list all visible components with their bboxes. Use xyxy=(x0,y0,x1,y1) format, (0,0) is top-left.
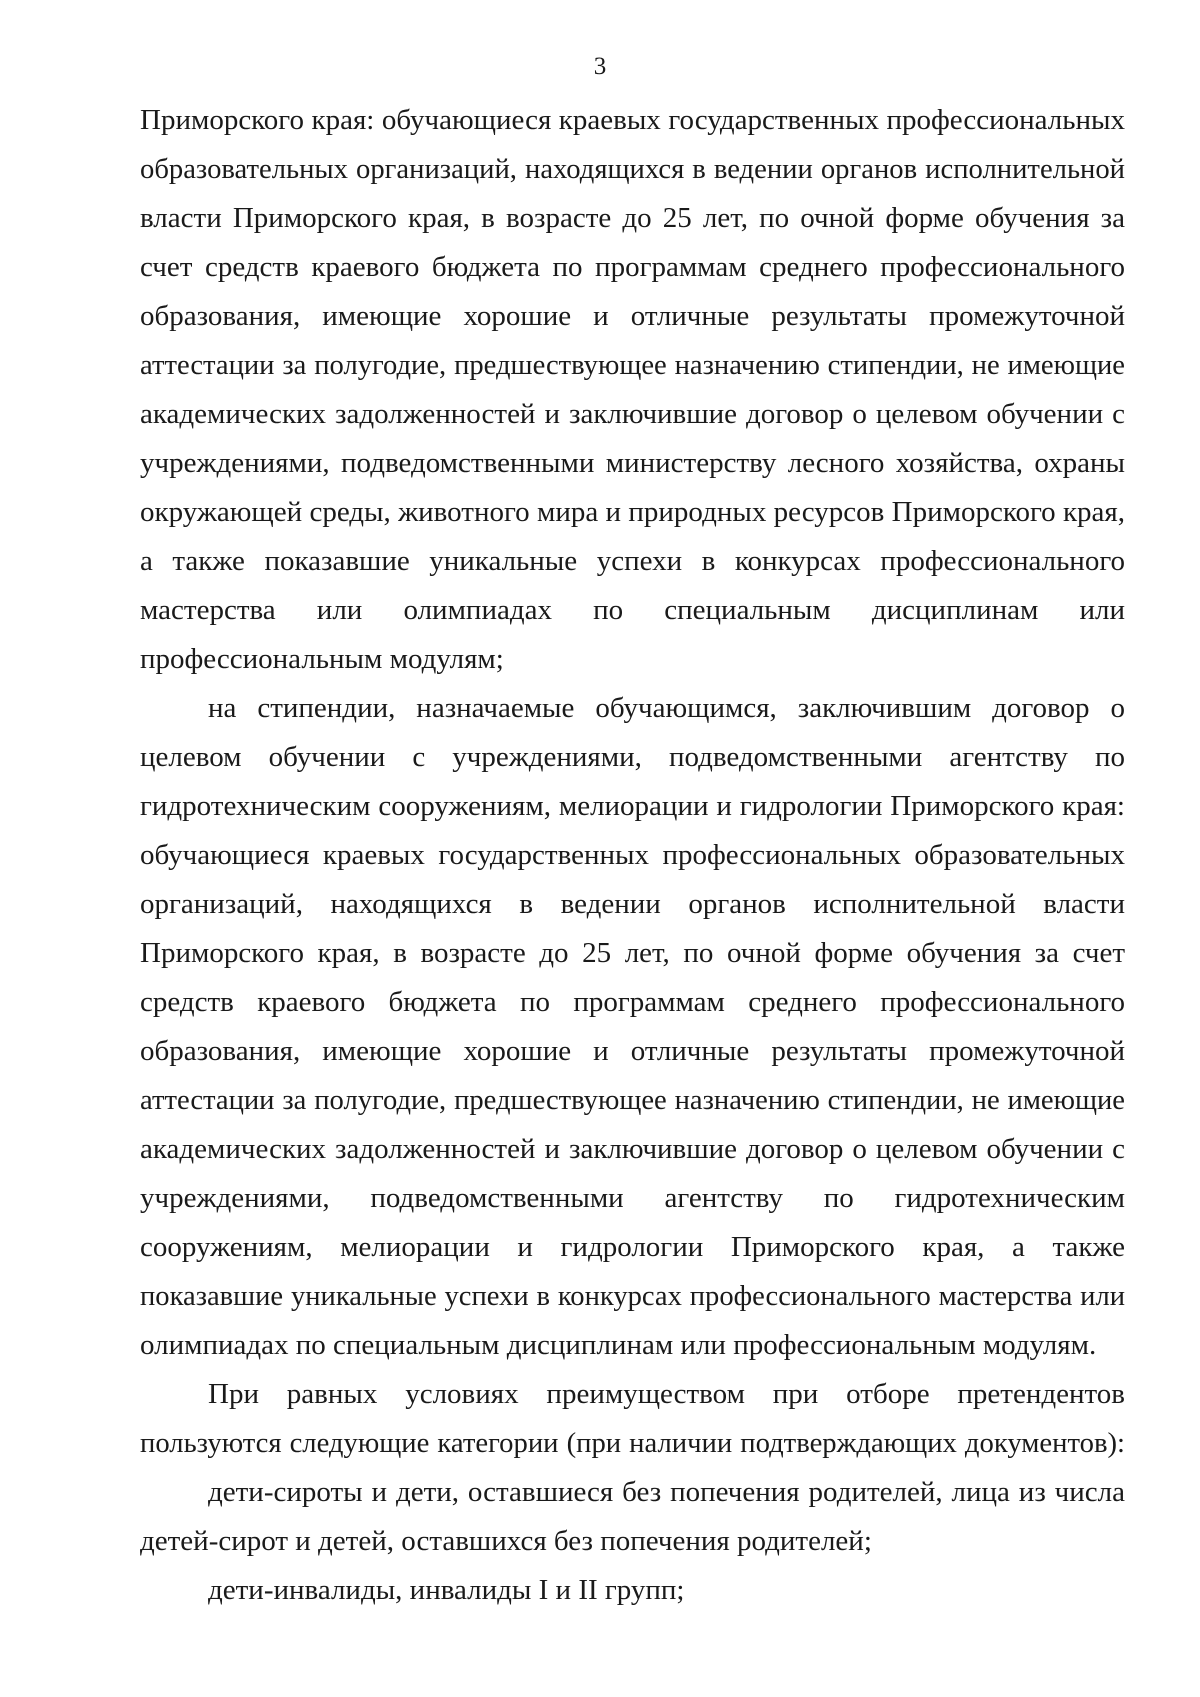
text-line: счет средств краевого бюджета по программам среднего профессионального xyxy=(140,251,1125,283)
text-line: средств краевого бюджета по программам среднего профессионального xyxy=(140,986,1125,1018)
text-line: образования, имеющие хорошие и отличные результаты промежуточной xyxy=(140,1035,1125,1067)
text-line: организаций, находящихся в ведении органов исполнительной власти xyxy=(140,888,1125,920)
text-line: пользуются следующие категории (при наличии подтверждающих документов): xyxy=(140,1427,1125,1459)
text-line: мастерства или олимпиадах по специальным дисциплинам или xyxy=(140,594,1125,626)
text-line: При равных условиях преимуществом при отборе претендентов xyxy=(208,1378,1125,1410)
text-line: дети-сироты и дети, оставшиеся без попечения родителей, лица из числа xyxy=(208,1476,1125,1508)
text-line: Приморского края, в возрасте до 25 лет, по очной форме обучения за счет xyxy=(140,937,1125,969)
text-line: Приморского края: обучающиеся краевых государственных профессиональных xyxy=(140,104,1125,136)
text-line: олимпиадах по специальным дисциплинам или профессиональным модулям. xyxy=(140,1329,1097,1361)
text-line: гидротехническим сооружениям, мелиорации и гидрологии Приморского края: xyxy=(140,790,1125,822)
text-line: учреждениями, подведомственными агентству по гидротехническим xyxy=(140,1182,1125,1214)
text-line: целевом обучении с учреждениями, подведомственными агентству по xyxy=(140,741,1125,773)
text-line: а также показавшие уникальные успехи в конкурсах профессионального xyxy=(140,545,1125,577)
text-line: сооружениям, мелиорации и гидрологии Приморского края, а также xyxy=(140,1231,1125,1263)
document-body xyxy=(140,96,1125,1615)
text-line: образовательных организаций, находящихся в ведении органов исполнительной xyxy=(140,153,1125,185)
text-line: обучающиеся краевых государственных профессиональных образовательных xyxy=(140,839,1125,871)
text-line: дети-инвалиды, инвалиды I и II групп; xyxy=(208,1574,685,1606)
text-line: детей-сирот и детей, оставшихся без попечения родителей; xyxy=(140,1525,872,1557)
page-number: 3 xyxy=(593,53,607,80)
text-line: учреждениями, подведомственными министерству лесного хозяйства, охраны xyxy=(140,447,1125,479)
text-line: образования, имеющие хорошие и отличные результаты промежуточной xyxy=(140,300,1125,332)
text-line: академических задолженностей и заключившие договор о целевом обучении с xyxy=(140,1133,1125,1165)
text-line: показавшие уникальные успехи в конкурсах профессионального мастерства или xyxy=(140,1281,1125,1312)
text-line: на стипендии, назначаемые обучающимся, заключившим договор о xyxy=(208,692,1125,724)
text-line: аттестации за полугодие, предшествующее назначению стипендии, не имеющие xyxy=(140,1085,1125,1116)
text-line: профессиональным модулям; xyxy=(140,643,504,675)
text-line: аттестации за полугодие, предшествующее назначению стипендии, не имеющие xyxy=(140,350,1125,381)
text-line: академических задолженностей и заключившие договор о целевом обучении с xyxy=(140,398,1125,430)
text-line: окружающей среды, животного мира и природных ресурсов Приморского края, xyxy=(140,496,1125,528)
text-line: власти Приморского края, в возрасте до 25 лет, по очной форме обучения за xyxy=(140,202,1125,234)
